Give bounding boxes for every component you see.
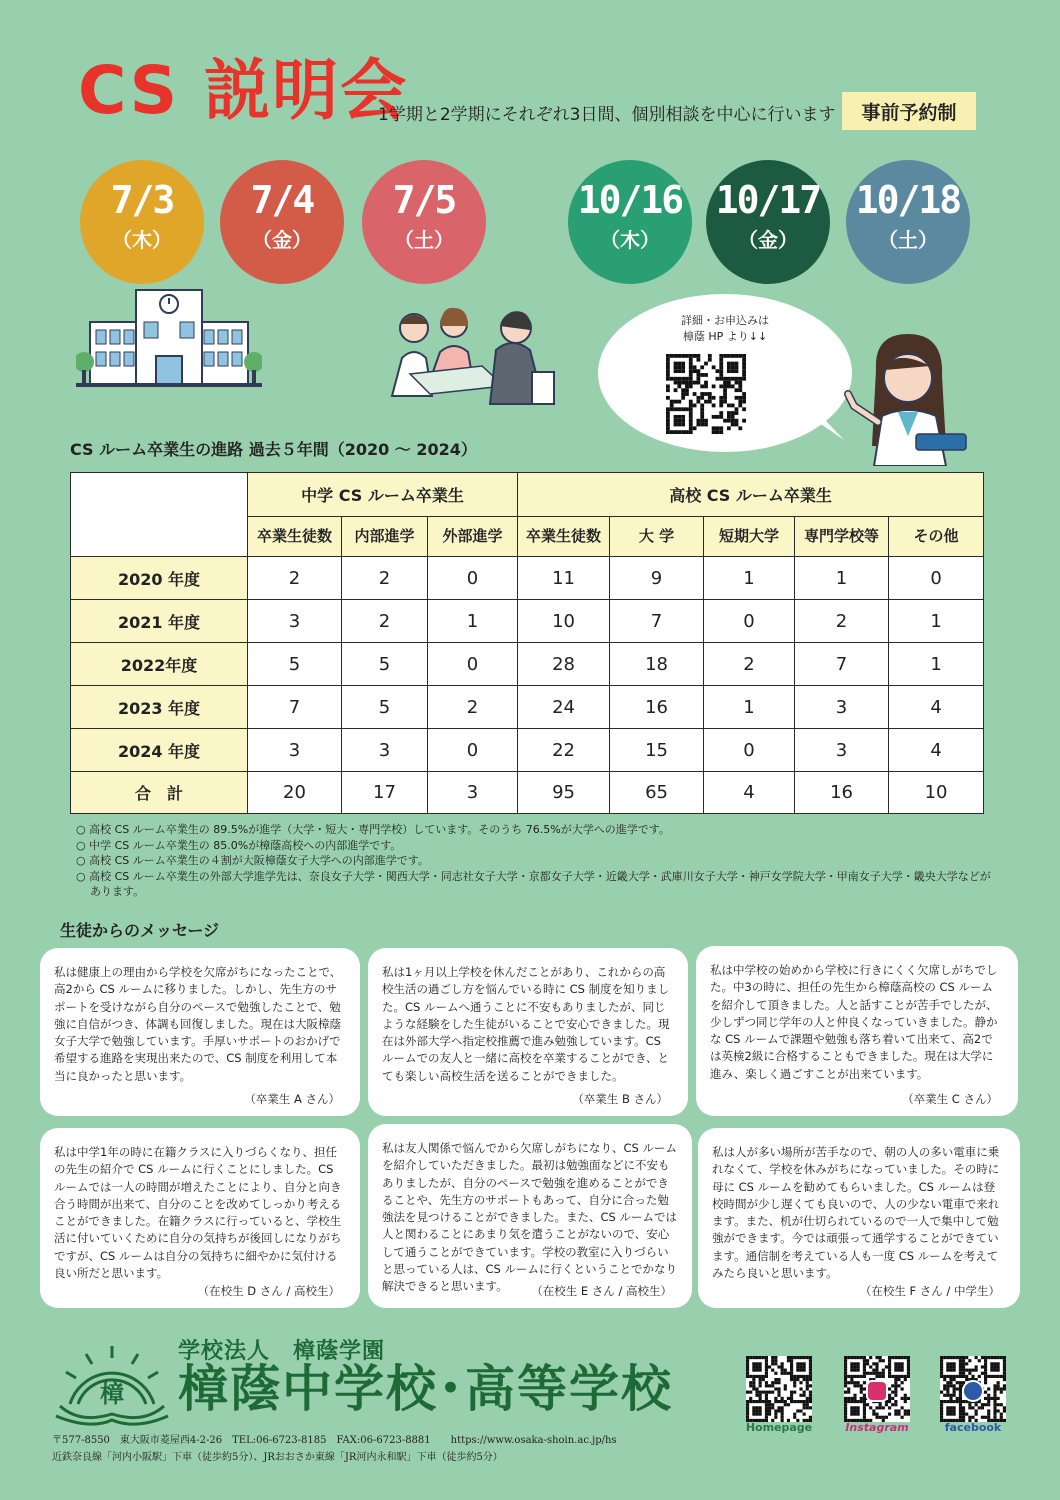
table-cell: 3 xyxy=(342,729,428,772)
reservation-badge: 事前予約制 xyxy=(842,92,976,130)
table-row xyxy=(71,686,984,729)
table-cell: 2 xyxy=(342,600,428,643)
page-title: CS 説明会 xyxy=(78,52,409,129)
table-cell: 1 xyxy=(428,600,518,643)
table-corner xyxy=(71,473,248,557)
table-cell: 16 xyxy=(795,772,889,814)
info-bubble-text xyxy=(650,313,800,345)
table-cell: 0 xyxy=(428,557,518,600)
facebook-link[interactable]: facebook xyxy=(944,1421,1002,1434)
message-card xyxy=(696,946,1018,1116)
homepage-link[interactable]: Homepage xyxy=(745,1421,813,1434)
table-cell: 5 xyxy=(248,643,342,686)
table-cell: 22 xyxy=(518,729,610,772)
table-cell: 1 xyxy=(889,600,984,643)
column-header: 卒業生徒数 xyxy=(248,517,342,557)
messages-title: 生徒からのメッセージ xyxy=(60,921,220,940)
note-item: ○ 高校 CS ルーム卒業生の４割が大阪樟蔭女子大学への内部進学です。 xyxy=(76,854,429,868)
table-cell: 2 xyxy=(704,643,795,686)
message-author: （卒業生 B さん） xyxy=(572,1091,668,1106)
date-circle xyxy=(568,160,692,284)
table-cell: 7 xyxy=(248,686,342,729)
notes-list xyxy=(76,822,996,900)
table-cell: 17 xyxy=(342,772,428,814)
table-cell: 15 xyxy=(610,729,704,772)
message-text: 私は中学校の始めから学校に行きにくく欠席しがちでした。中3の時に、担任の先生から樟蔭高校の CS ルームを紹介して頂きました。人と話すことが苦手でしたが、少しずつ同じ学年の人と仲良くなっていきました。静かな CS ルームで課題や勉強も落ち着いて出来て、高2では英検2級に合格することもできました。現在は大学に進み、楽しく過ごすことが出来ています。 xyxy=(710,963,998,1081)
table-title: CS ルーム卒業生の進路 過去５年間（2020 〜 2024） xyxy=(70,440,477,459)
facebook-icon xyxy=(962,1380,984,1402)
table-cell: 1 xyxy=(889,643,984,686)
message-author: （卒業生 C さん） xyxy=(902,1091,998,1106)
table-cell: 9 xyxy=(610,557,704,600)
date-circle xyxy=(80,160,204,284)
column-header: 外部進学 xyxy=(428,517,518,557)
message-text: 私は健康上の理由から学校を欠席がちになったことで、高2から CS ルームに移りました。しかし、先生方のサポートを受けながら自分のペースで勉強したことで、勉強に自信がつき、体調も回復しました。現在は大阪樟蔭女子大学で勉強しています。手厚いサポートのおかげで希望する進路を実現出来たので、CS 制度を利用して本当に良かったと思います。 xyxy=(54,965,342,1083)
message-card xyxy=(368,948,688,1116)
table-cell: 18 xyxy=(610,643,704,686)
table-cell: 10 xyxy=(518,600,610,643)
logo-character: 樟 xyxy=(100,1380,124,1408)
teacher-illustration xyxy=(838,326,974,466)
table-cell: 0 xyxy=(889,557,984,600)
table-cell: 2 xyxy=(342,557,428,600)
table-cell: 7 xyxy=(795,643,889,686)
row-year: 2024 年度 xyxy=(71,729,248,772)
table-cell: 5 xyxy=(342,686,428,729)
table-cell: 0 xyxy=(704,729,795,772)
table-cell: 20 xyxy=(248,772,342,814)
table-row xyxy=(71,729,984,772)
column-header: 大 学 xyxy=(610,517,704,557)
weekday-label: （金） xyxy=(252,227,312,252)
consultation-illustration xyxy=(382,296,556,406)
date-label: 7/4 xyxy=(250,178,314,222)
career-stats-table xyxy=(70,472,984,814)
row-year: 2022年度 xyxy=(71,643,248,686)
high-school-group-header: 高校 CS ルーム卒業生 xyxy=(518,473,984,517)
subtitle: 1学期と2学期にそれぞれ3日間、個別相談を中心に行います xyxy=(378,105,836,125)
table-cell: 95 xyxy=(518,772,610,814)
table-cell: 3 xyxy=(795,729,889,772)
table-row xyxy=(71,600,984,643)
message-card xyxy=(40,948,360,1116)
message-text: 私は友人関係で悩んでから欠席しがちになり、CS ルームを紹介していただきました。最初は勉強面などに不安もありましたが、自分のペースで勉強を進めることができることや、先生方のサポートもあって、自分に合った勉強法を見つけることができました。また、CS ルームでは人と関わることにあまり気を遣うことがないので、安心して通うことができています。学校の教室に入りづらいと思っている人は、CS ルームに行くということでかなり解決できると思います。 xyxy=(382,1141,677,1293)
weekday-label: （木） xyxy=(600,227,660,252)
school-logo xyxy=(50,1340,174,1426)
table-cell: 3 xyxy=(428,772,518,814)
note-item: ○ 高校 CS ルーム卒業生の外部大学進学先は、奈良女子大学・関西大学・同志社女子大学・京都女子大学・近畿大学・武庫川女子大学・神戸女学院大学・甲南女子大学・畿央大学などがあります。 xyxy=(76,869,991,899)
date-label: 10/16 xyxy=(577,178,683,222)
homepage-qr-code[interactable] xyxy=(666,354,746,434)
table-row xyxy=(71,643,984,686)
table-cell: 7 xyxy=(610,600,704,643)
row-year: 2023 年度 xyxy=(71,686,248,729)
column-header: 短期大学 xyxy=(704,517,795,557)
homepage-qr-code[interactable] xyxy=(746,1356,812,1422)
table-cell: 0 xyxy=(428,643,518,686)
weekday-label: （金） xyxy=(738,227,798,252)
footer-access: 近鉄奈良線「河内小阪駅」下車（徒歩約5分）、JRおおさか東線「JR河内永和駅」下車（徒歩約5分） xyxy=(52,1452,503,1463)
info-line-2: 樟蔭 HP より↓↓ xyxy=(682,329,768,343)
column-header: 卒業生徒数 xyxy=(518,517,610,557)
school-name: 樟蔭中学校･高等学校 xyxy=(178,1360,673,1418)
column-header: 専門学校等 xyxy=(795,517,889,557)
corporation-name: 学校法人 樟蔭学園 xyxy=(178,1339,386,1364)
date-circle xyxy=(220,160,344,284)
instagram-link[interactable]: Instagram xyxy=(845,1421,909,1434)
table-cell: 5 xyxy=(342,643,428,686)
table-row xyxy=(71,557,984,600)
table-cell: 1 xyxy=(795,557,889,600)
row-year: 2020 年度 xyxy=(71,557,248,600)
table-cell: 0 xyxy=(704,600,795,643)
table-cell: 4 xyxy=(704,772,795,814)
footer-address-block xyxy=(52,1432,617,1466)
table-cell: 2 xyxy=(428,686,518,729)
message-text: 私は1ヶ月以上学校を休んだことがあり、これからの高校生活の過ごし方を悩んでいる時に CS 制度を知りました。CS ルームへ通うことに不安もありましたが、同じような経験をした生徒がいることで安心できました。現在は外部大学へ指定校推薦で進み勉強しています。CS ルームでの友人と一緒に高校を卒業することができ、とても楽しい高校生活を送ることができました。 xyxy=(382,965,670,1083)
column-header: 内部進学 xyxy=(342,517,428,557)
date-label: 7/3 xyxy=(110,178,174,222)
middle-school-group-header: 中学 CS ルーム卒業生 xyxy=(248,473,518,517)
message-card xyxy=(368,1124,692,1308)
weekday-label: （土） xyxy=(878,227,938,252)
message-text: 私は人が多い場所が苦手なので、朝の人の多い電車に乗れなくて、学校を休みがちになっていました。その時に母に CS ルームを勧めてもらいました。CS ルームは登校時間が少し遅くても良いので、人の少ない電車で来れます。また、机が仕切られているので一人で集中して勉強ができます。今では頑張って通学することができています。通信制を考えている人も一度 CS ルームを考えてみたら良いと思います。 xyxy=(712,1145,1000,1280)
table-cell: 1 xyxy=(704,557,795,600)
table-cell: 65 xyxy=(610,772,704,814)
date-label: 10/17 xyxy=(715,178,821,222)
message-author: （在校生 E さん / 高校生） xyxy=(531,1283,672,1298)
table-cell: 10 xyxy=(889,772,984,814)
weekday-label: （土） xyxy=(394,227,454,252)
table-cell: 2 xyxy=(795,600,889,643)
message-card xyxy=(698,1128,1020,1308)
date-circle xyxy=(706,160,830,284)
table-cell: 0 xyxy=(428,729,518,772)
table-cell: 11 xyxy=(518,557,610,600)
total-label: 合 計 xyxy=(71,772,248,814)
table-cell: 3 xyxy=(795,686,889,729)
table-cell: 3 xyxy=(248,600,342,643)
table-cell: 2 xyxy=(248,557,342,600)
table-cell: 28 xyxy=(518,643,610,686)
table-total-row xyxy=(71,772,984,814)
instagram-icon xyxy=(866,1380,888,1402)
table-cell: 3 xyxy=(248,729,342,772)
school-building-illustration xyxy=(76,282,262,390)
message-card xyxy=(40,1128,360,1308)
message-author: （在校生 D さん / 高校生） xyxy=(197,1283,340,1298)
note-item: ○ 中学 CS ルーム卒業生の 85.0%が樟蔭高校への内部進学です。 xyxy=(76,838,402,852)
message-author: （在校生 F さん / 中学生） xyxy=(859,1283,1000,1298)
date-circle xyxy=(362,160,486,284)
column-header: その他 xyxy=(889,517,984,557)
table-cell: 1 xyxy=(704,686,795,729)
date-label: 7/5 xyxy=(392,178,456,222)
weekday-label: （木） xyxy=(112,227,172,252)
note-item: ○ 高校 CS ルーム卒業生の 89.5%が進学（大学・短大・専門学校）しています。そのうち 76.5%が大学への進学です。 xyxy=(76,823,670,836)
date-circle xyxy=(846,160,970,284)
row-year: 2021 年度 xyxy=(71,600,248,643)
message-text: 私は中学1年の時に在籍クラスに入りづらくなり、担任の先生の紹介で CS ルームに行くことにしました。CS ルームでは一人の時間が増えたことにより、自分と向き合う時間が出来て、自分のことを改めてしっかり考えることができました。在籍クラスに行っていると、学校生活に付いていくために自分の気持ちが後回しになりがちですが、CS ルームは自分の気持ちに細やかに気付ける良い所だと思います。 xyxy=(54,1145,342,1280)
table-cell: 4 xyxy=(889,729,984,772)
table-cell: 16 xyxy=(610,686,704,729)
footer-address: 〒577-8550 東大阪市菱屋西4-2-26 TEL:06-6723-8185 FAX:06-6723-8881 https://www.osaka-shoin.ac.jp/hs xyxy=(52,1435,617,1446)
table-cell: 24 xyxy=(518,686,610,729)
date-label: 10/18 xyxy=(855,178,961,222)
message-author: （卒業生 A さん） xyxy=(244,1091,340,1106)
info-line-1: 詳細・お申込みは xyxy=(681,314,769,327)
table-cell: 4 xyxy=(889,686,984,729)
